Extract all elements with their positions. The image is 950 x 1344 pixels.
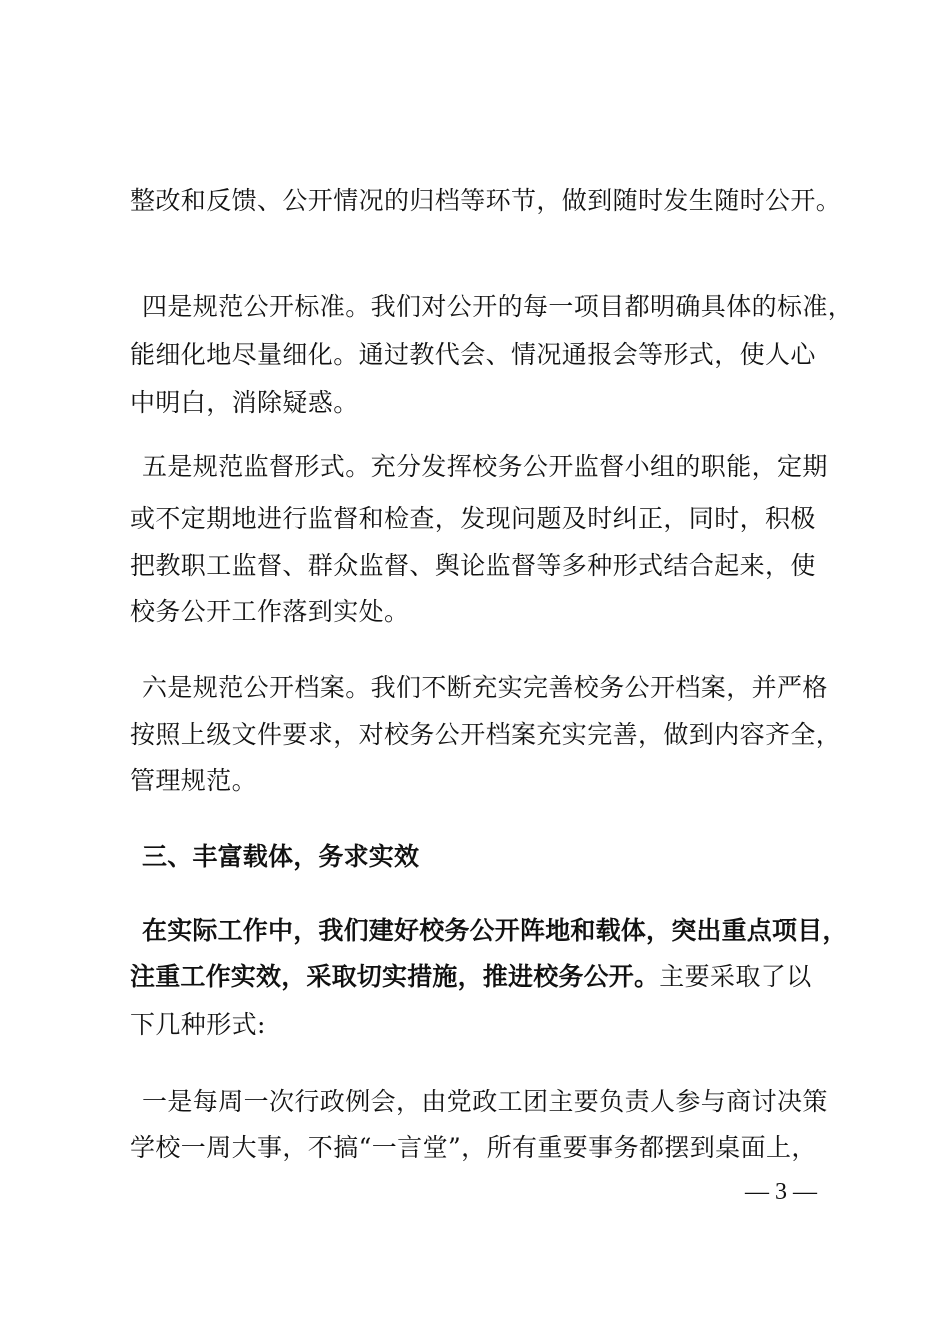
text-line: 整改和反馈、公开情况的归档等环节，做到随时发生随时公开。 [130, 186, 842, 215]
text-line [130, 960, 812, 994]
text-line: 四是规范公开标准。我们对公开的每一项目都明确具体的标准， [142, 292, 854, 321]
normal-text: 主要采取了以 [659, 962, 812, 991]
text-line: 六是规范公开档案。我们不断充实完善校务公开档案，并严格 [142, 673, 828, 702]
text-line: 按照上级文件要求，对校务公开档案充实完善，做到内容齐全， [130, 720, 842, 749]
text-line: 把教职工监督、群众监督、舆论监督等多种形式结合起来，使 [130, 551, 816, 580]
text-line: 校务公开工作落到实处。 [130, 597, 410, 626]
text-line: 一是每周一次行政例会，由党政工团主要负责人参与商讨决策 [142, 1087, 828, 1116]
text-line: 中明白，消除疑惑。 [130, 388, 359, 417]
text-line: 下几种形式: [130, 1010, 266, 1039]
text-line: 五是规范监督形式。充分发挥校务公开监督小组的职能，定期 [142, 452, 828, 481]
section-heading: 三、丰富载体，务求实效 [142, 842, 420, 871]
bold-text: 注重工作实效，采取切实措施，推进校务公开。 [130, 962, 660, 991]
text-line: 或不定期地进行监督和检查，发现问题及时纠正，同时，积极 [130, 504, 816, 533]
text-line: 学校一周大事，不搞“一言堂”，所有重要事务都摆到桌面上， [130, 1133, 817, 1162]
page-number: — 3 — [745, 1179, 817, 1205]
text-line: 能细化地尽量细化。通过教代会、情况通报会等形式，使人心 [130, 340, 816, 369]
text-line: 管理规范。 [130, 766, 258, 795]
text-line: 在实际工作中，我们建好校务公开阵地和载体，突出重点项目， [142, 916, 848, 945]
